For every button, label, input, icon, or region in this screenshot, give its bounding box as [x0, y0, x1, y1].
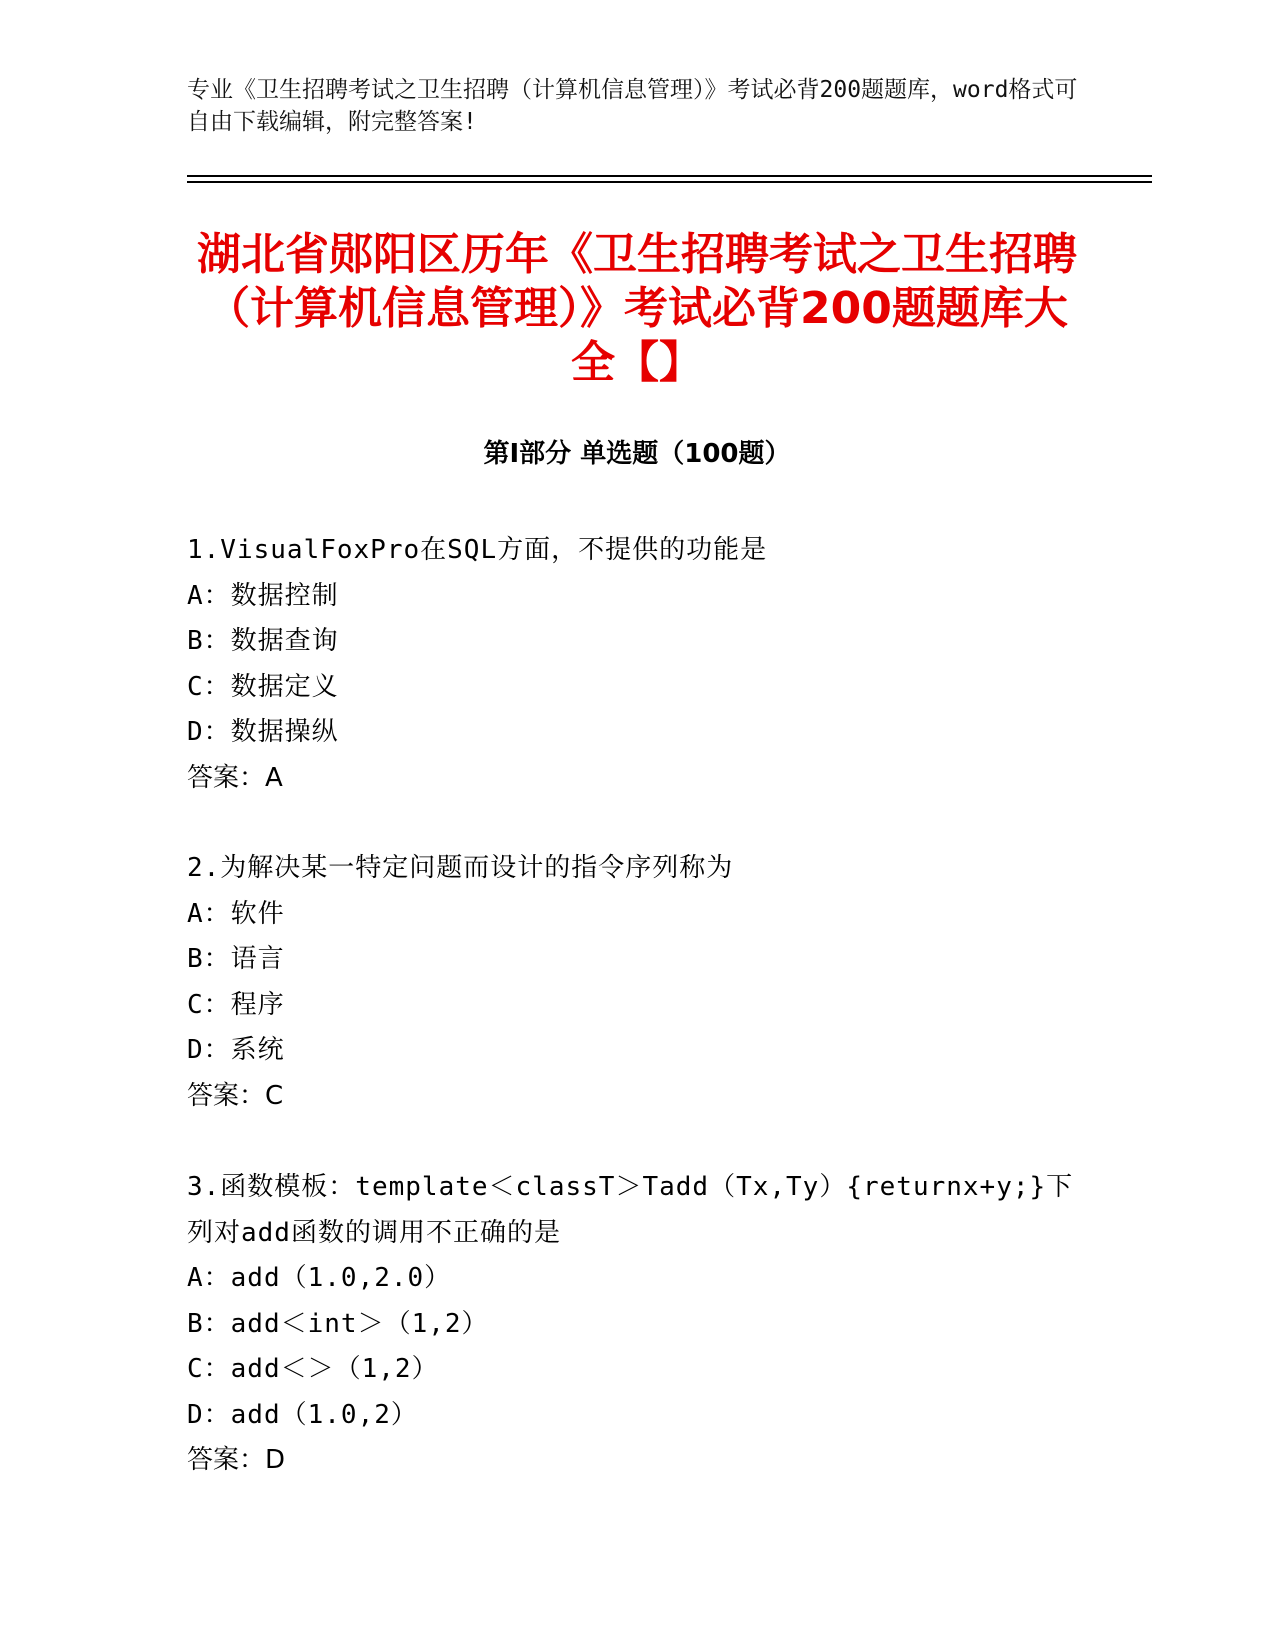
answer: 答案：A: [187, 762, 283, 793]
question-stem: 2.为解决某一特定问题而设计的指令序列称为: [187, 853, 734, 883]
option-b: B：数据查询: [187, 626, 339, 656]
option-a: A：软件: [187, 898, 285, 929]
option-a: A：数据控制: [187, 580, 339, 611]
option-c: C：add＜＞（1,2）: [187, 1354, 439, 1384]
document-title: 湖北省郧阳区历年《卫生招聘考试之卫生招聘（计算机信息管理）》考试必背200题题库大全【】: [197, 229, 1077, 388]
header-divider-top: [187, 175, 1152, 177]
option-c: C：程序: [187, 989, 285, 1020]
option-d: D：add（1.0,2）: [187, 1399, 418, 1430]
option-b: B：语言: [187, 944, 285, 974]
question-3: [187, 1165, 1087, 1484]
question-stem: 3.函数模板：template＜classT＞Tadd（Tx,Ty）{returnx+y;}下列对add函数的调用不正确的是: [187, 1172, 1074, 1248]
answer: 答案：D: [187, 1445, 286, 1475]
header-divider-bottom: [187, 181, 1152, 183]
option-d: D：系统: [187, 1035, 285, 1065]
question-1: [187, 528, 1087, 801]
section-title: 第Ⅰ部分 单选题（100题）: [483, 439, 791, 469]
header-note: 专业《卫生招聘考试之卫生招聘（计算机信息管理）》考试必背200题题库，word格式可自由下载编辑，附完整答案!: [187, 77, 1078, 135]
option-a: A：add（1.0,2.0）: [187, 1263, 452, 1293]
question-2: [187, 846, 1087, 1119]
option-b: B：add＜int＞（1,2）: [187, 1308, 489, 1339]
answer: 答案：C: [187, 1080, 284, 1111]
option-c: C：数据定义: [187, 671, 339, 702]
question-stem: 1.VisualFoxPro在SQL方面，不提供的功能是: [187, 535, 768, 565]
option-d: D：数据操纵: [187, 717, 339, 747]
